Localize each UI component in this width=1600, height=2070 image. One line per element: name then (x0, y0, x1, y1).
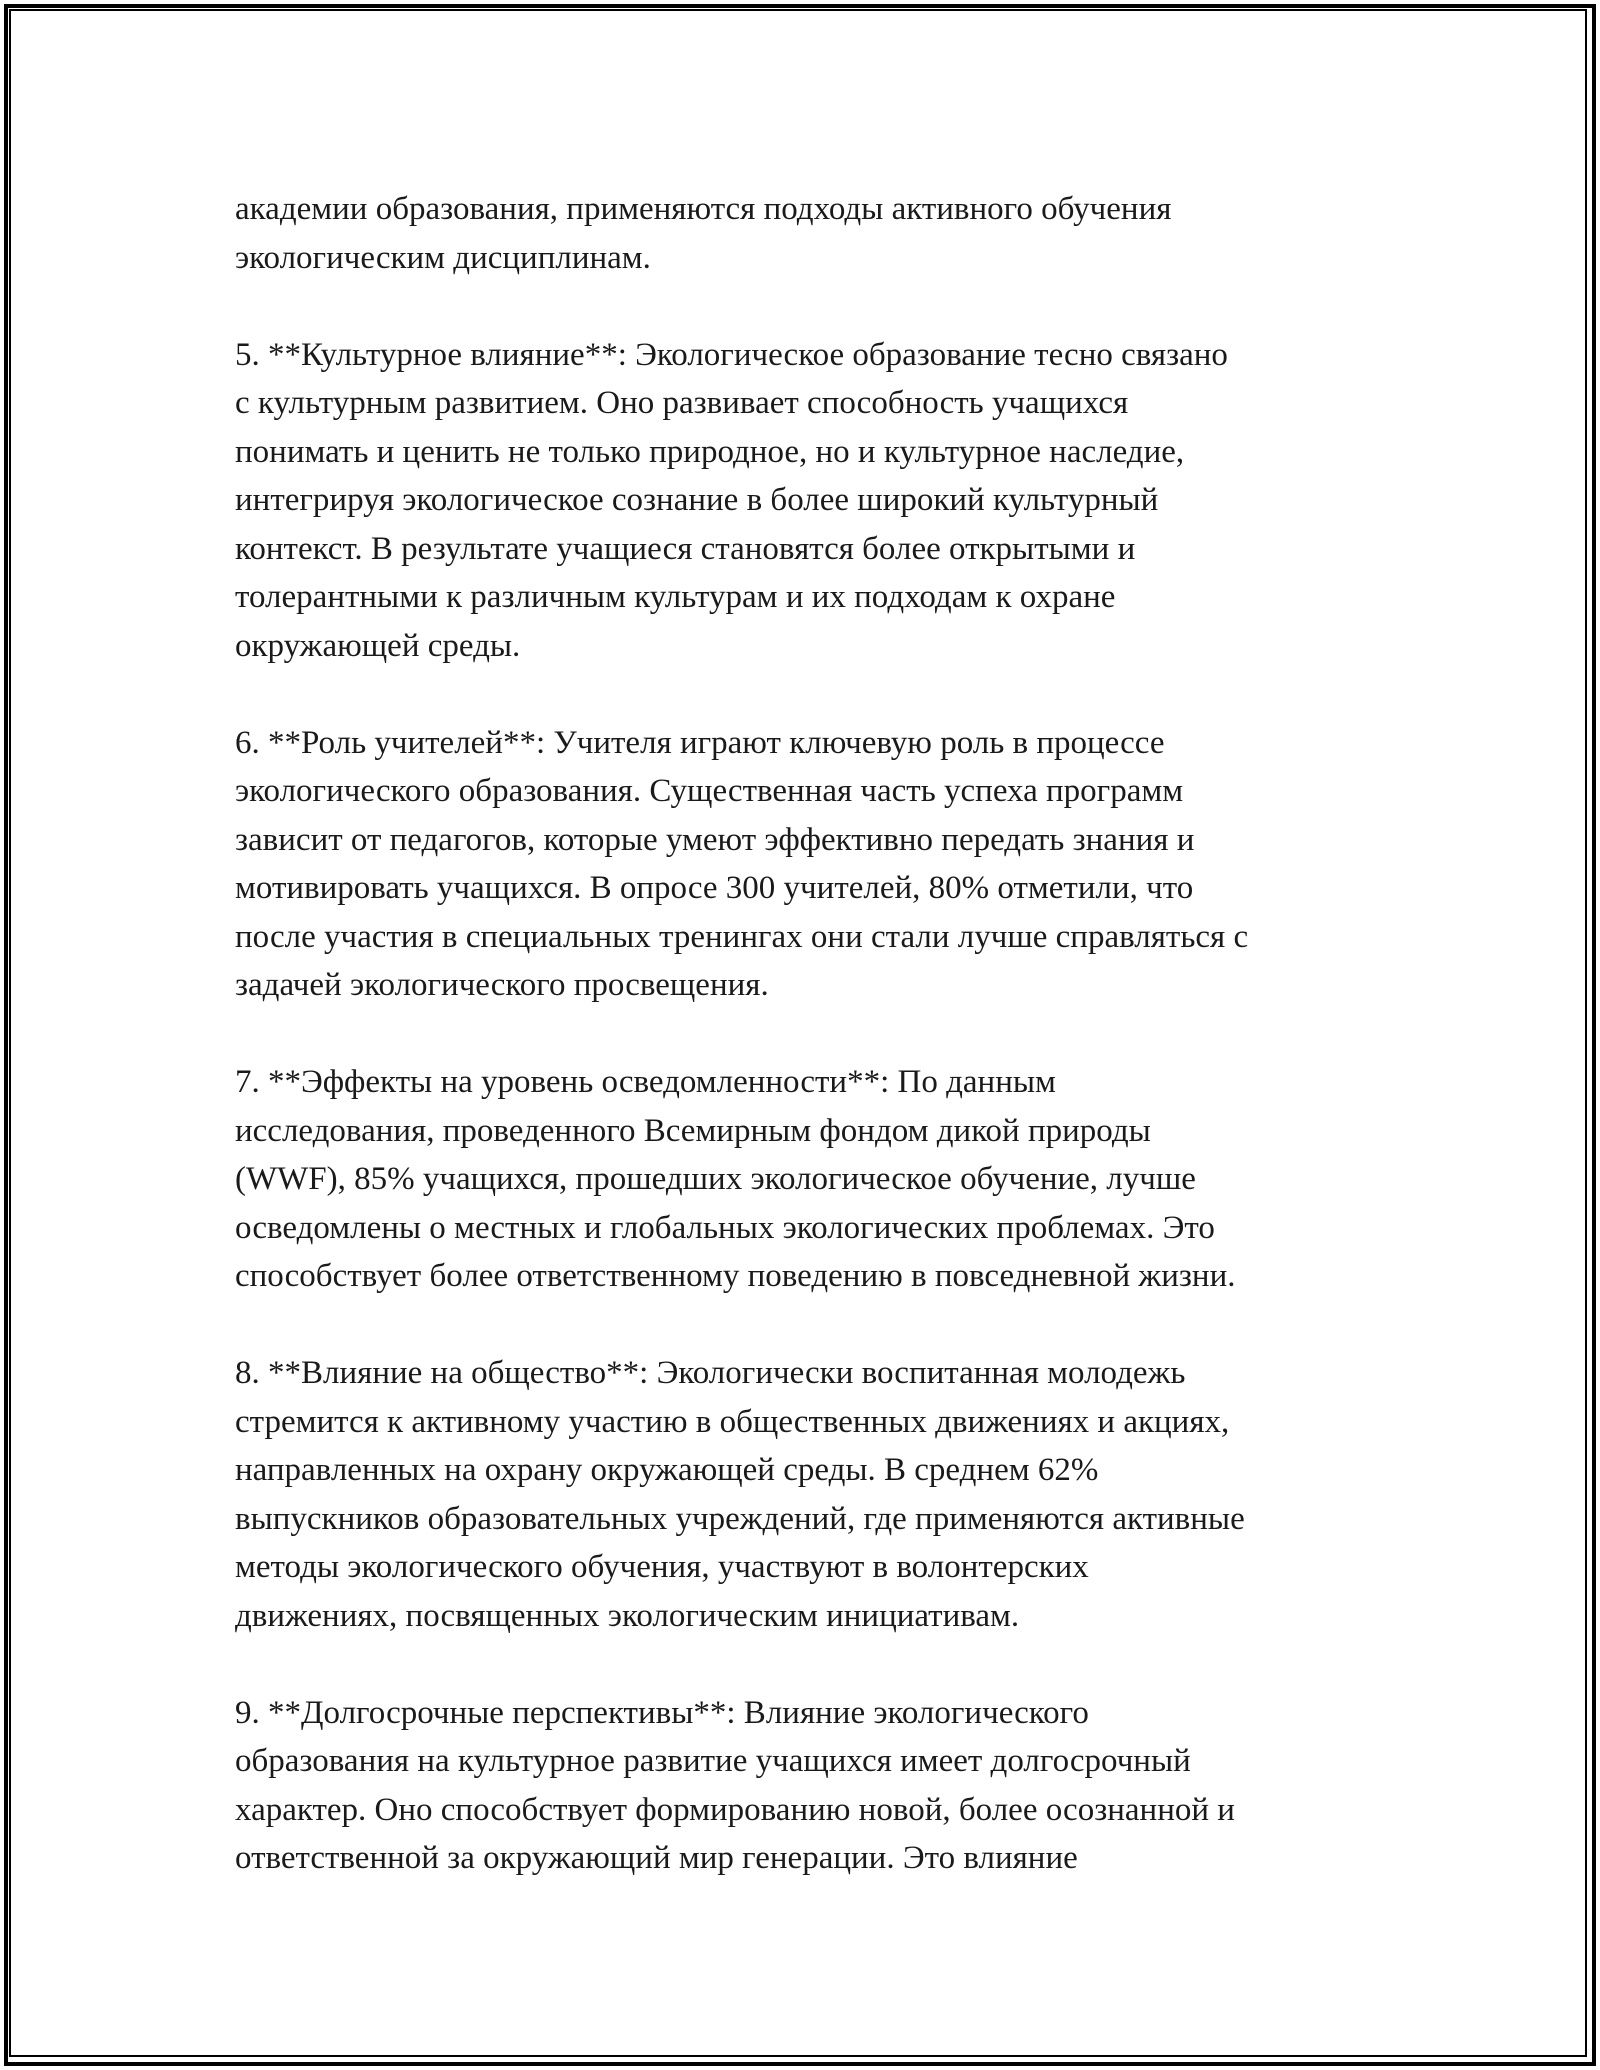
paragraph-cultural-influence: 5. **Культурное влияние**: Экологическое образование тесно связано с культурным развитием. Оно развивает способность учащихся понимать и ценить не только природное, но и культурное наследие, интегрируя экологическое сознание в более широкий культурный контекст. В результате учащиеся становятся более открытыми и толерантными к различным культурам и их подходам к охране окружающей среды. (235, 336, 1228, 664)
paragraph-long-term-prospects: 9. **Долгосрочные перспективы**: Влияние экологического образования на культурное развитие учащихся имеет долгосрочный характер. Оно способствует формированию новой, более осознанной и ответственной за окружающий мир генерации. Это влияние (235, 1694, 1235, 1876)
paragraph-continuation: академии образования, применяются подходы активного обучения экологическим дисциплинам. (235, 191, 1172, 276)
paragraph-awareness-effects: 7. **Эффекты на уровень осведомленности**: По данным исследования, проведенного Всемирным фондом дикой природы (WWF), 85% учащихся, прошедших экологическое обучение, лучше осведомлены о местных и глобальных экологических проблемах. Это способствует более ответственному поведению в повседневной жизни. (235, 1064, 1236, 1294)
document-body (235, 185, 1395, 1931)
paragraph-society-impact: 8. **Влияние на общество**: Экологически воспитанная молодежь стремится к активному участию в общественных движениях и акциях, направленных на охрану окружающей среды. В среднем 62% выпускников образовательных учреждений, где применяются активные методы экологического обучения, участвуют в волонтерских движениях, посвященных экологическим инициативам. (235, 1355, 1245, 1634)
paragraph-teachers-role: 6. **Роль учителей**: Учителя играют ключевую роль в процессе экологического образования. Существенная часть успеха программ зависит от педагогов, которые умеют эффективно передать знания и мотивировать учащихся. В опросе 300 учителей, 80% отметили, что после участия в специальных тренингах они стали лучше справляться с задачей экологического просвещения. (235, 724, 1249, 1003)
